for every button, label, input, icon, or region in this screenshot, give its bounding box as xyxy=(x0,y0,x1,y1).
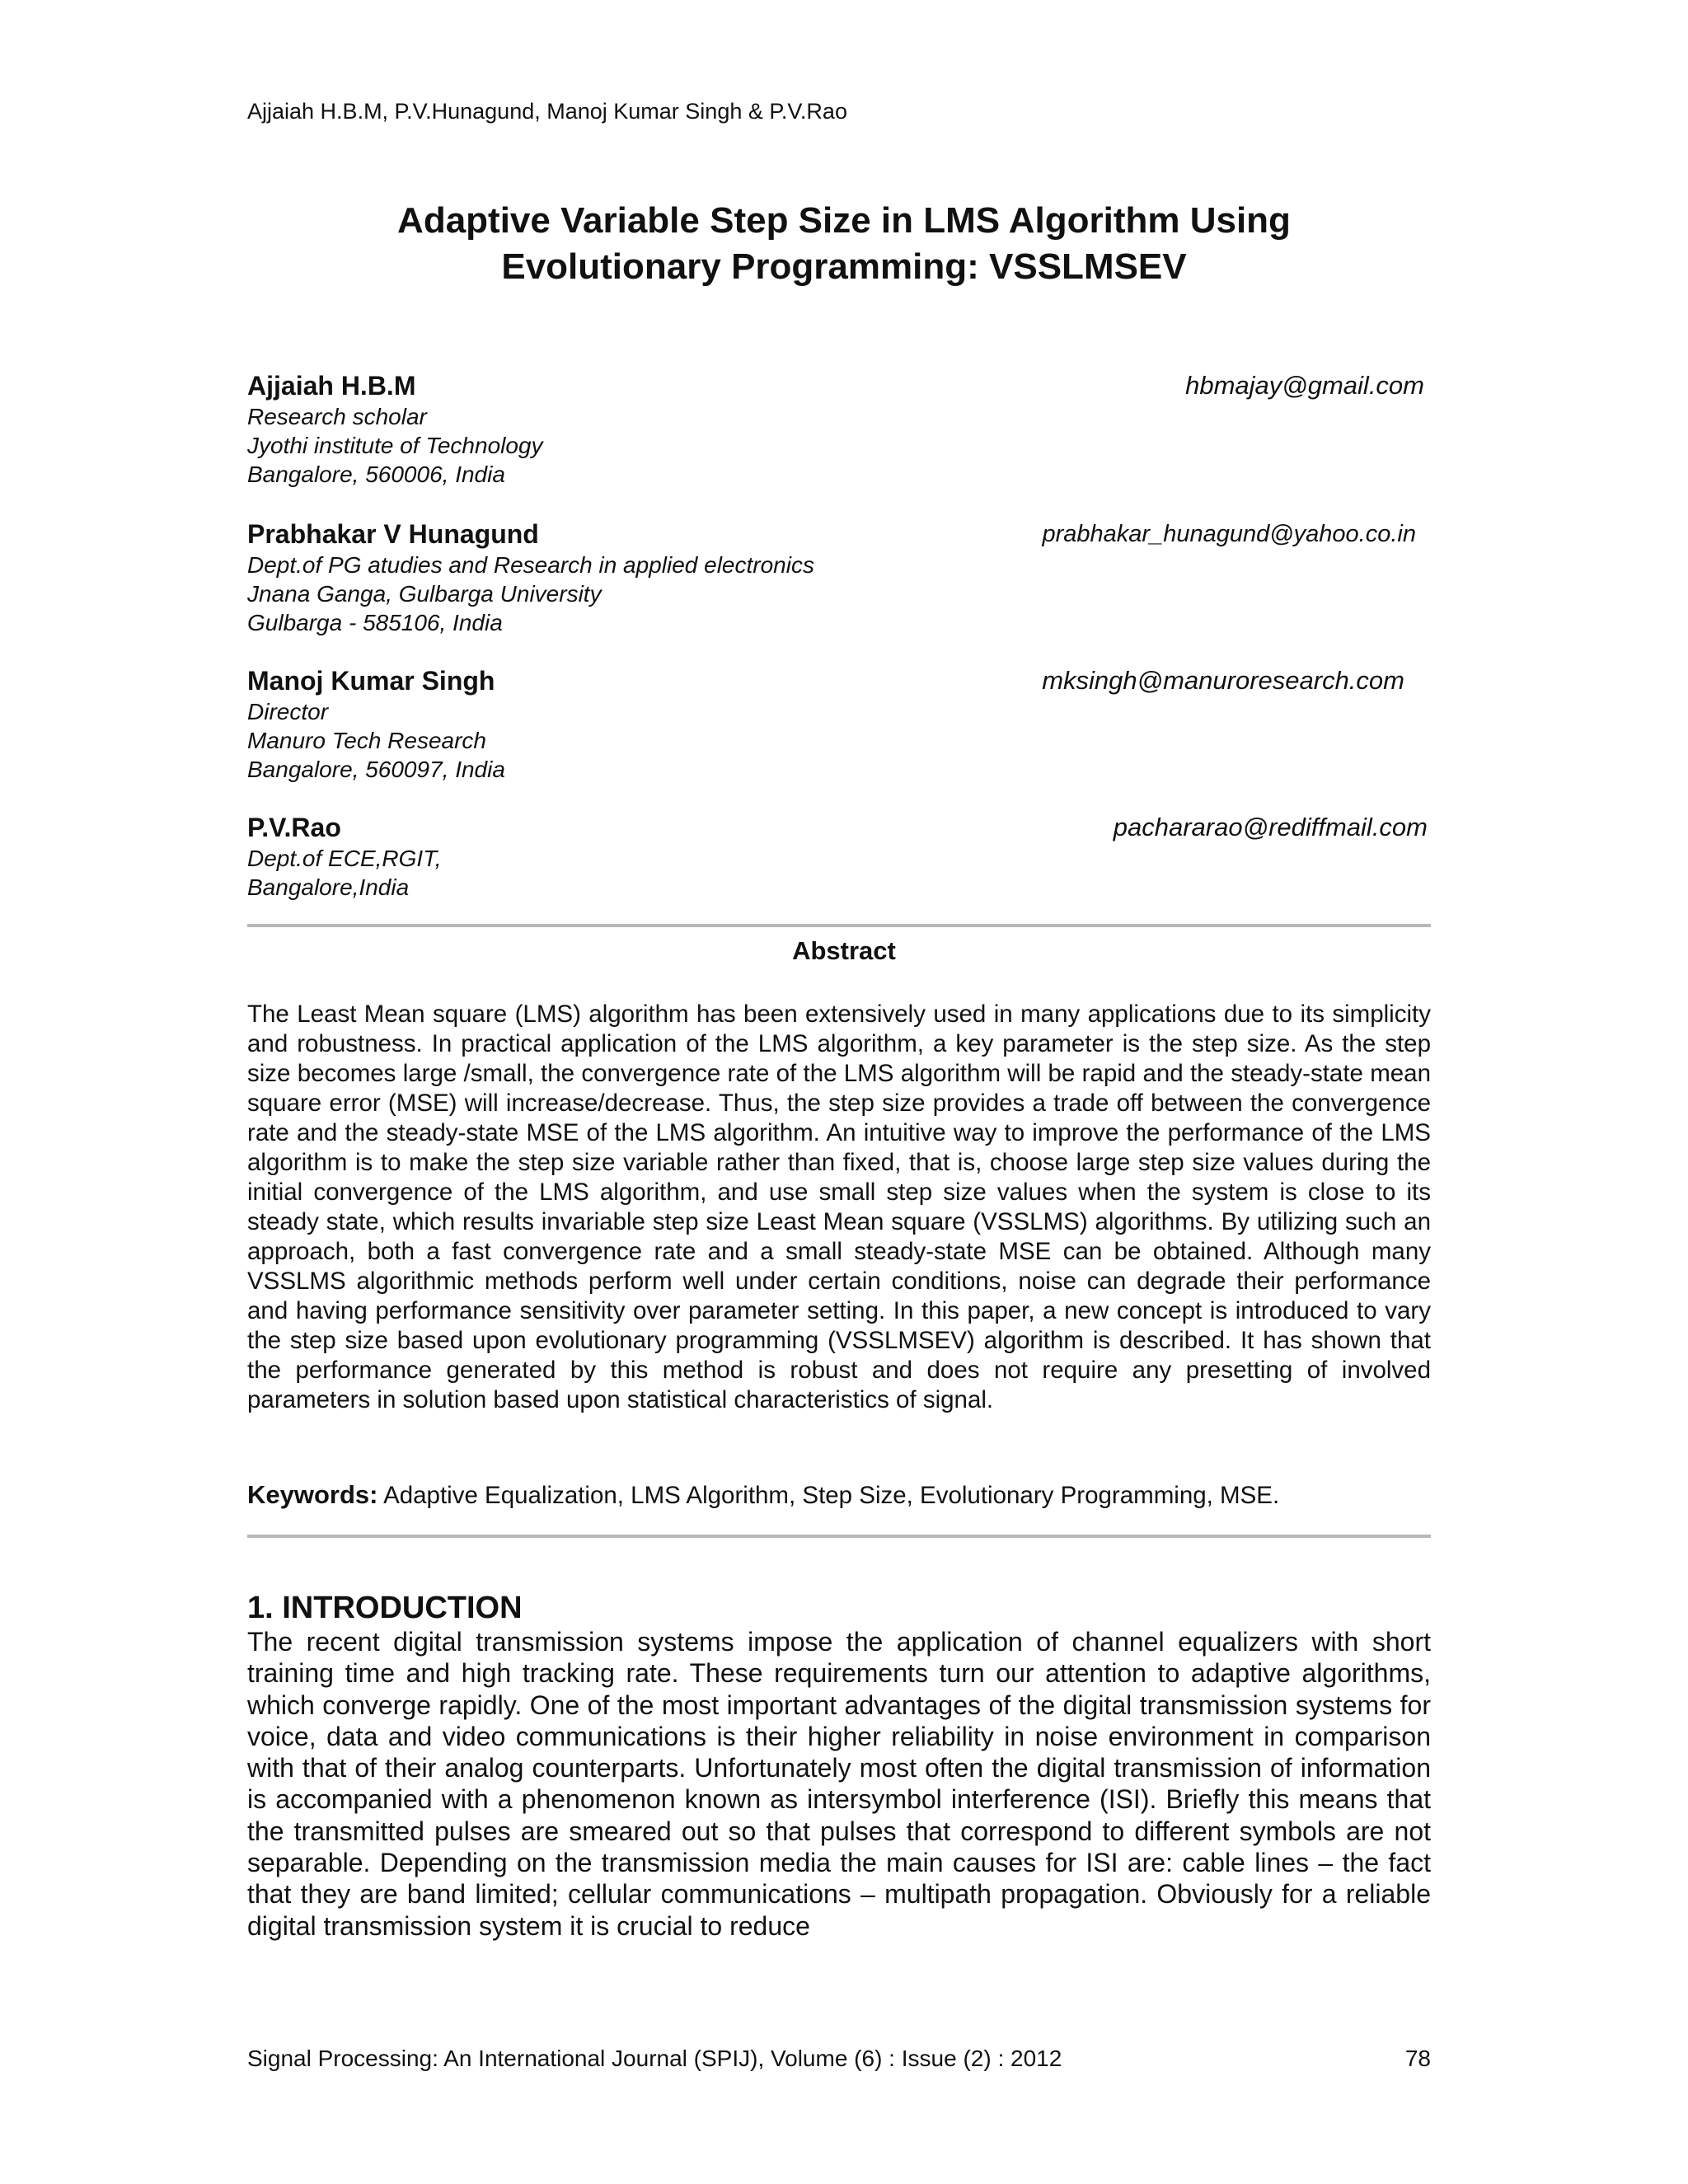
divider-rule-top xyxy=(247,924,1431,927)
author-name: Prabhakar V Hunagund xyxy=(247,519,539,549)
author-name: Manoj Kumar Singh xyxy=(247,666,495,696)
introduction-text: The recent digital transmission systems impose the application of channel equalizers with short training time and high tracking rate. These requirements turn our attention to adaptive algorithms, which converge rapidly. One of the most important advantages of the digital transmission systems for voice, data and video communications is their higher reliability in noise environment in comparison with that of their analog counterparts. Unfortunately most often the digital transmission of information is accompanied with a phenomenon known as intersymbol interference (ISI). Briefly this means that the transmitted pulses are smeared out so that pulses that correspond to different symbols are not separable. Depending on the transmission media the main causes for ISI are: cable lines – the fact that they are band limited; cellular communications – multipath propagation. Obviously for a reliable digital transmission system it is crucial to reduce xyxy=(247,1627,1431,1941)
author-affiliation-line: Bangalore, 560097, India xyxy=(247,757,505,782)
author-name: Ajjaiah H.B.M xyxy=(247,371,416,401)
title-line-2: Evolutionary Programming: VSSLMSEV xyxy=(501,246,1187,287)
author-name: P.V.Rao xyxy=(247,813,341,842)
abstract-text: The Least Mean square (LMS) algorithm has been extensively used in many applications due to its simplicity and robustness. In practical application of the LMS algorithm, a key parameter is the step size. As the step size becomes large /small, the convergence rate of the LMS algorithm will be rapid and the steady-state mean square error (MSE) will increase/decrease. Thus, the step size provides a trade off between the convergence rate and the steady-state MSE of the LMS algorithm. An intuitive way to improve the performance of the LMS algorithm is to make the step size variable rather than fixed, that is, choose large step size values during the initial convergence of the LMS algorithm, and use small step size values when the system is close to its steady state, which results invariable step size Least Mean square (VSSLMS) algorithms. By utilizing such an approach, both a fast convergence rate and a small steady-state MSE can be obtained. Although many VSSLMS algorithmic methods perform well under certain conditions, noise can degrade their performance and having performance sensitivity over parameter setting. In this paper, a new concept is introduced to vary the step size based upon evolutionary programming (VSSLMSEV) algorithm is described. It has shown that the performance generated by this method is robust and does not require any presetting of involved parameters in solution based upon statistical characteristics of signal. xyxy=(247,1001,1431,1413)
section-heading-introduction: 1. INTRODUCTION xyxy=(247,1591,523,1625)
title-line-1: Adaptive Variable Step Size in LMS Algorithm Using xyxy=(397,200,1291,241)
page-number: 78 xyxy=(1404,2046,1431,2071)
author-block-1 xyxy=(247,369,1431,489)
running-head: Ajjaiah H.B.M, P.V.Hunagund, Manoj Kumar Singh & P.V.Rao xyxy=(247,99,847,124)
author-email[interactable]: mksingh@manuroresearch.com xyxy=(1042,666,1404,695)
author-email[interactable]: hbmajay@gmail.com xyxy=(1185,371,1424,400)
author-affiliation-line: Bangalore,India xyxy=(247,874,410,900)
abstract-heading: Abstract xyxy=(792,936,896,965)
page-footer xyxy=(247,2046,1431,2072)
keywords-line xyxy=(247,1480,1431,1511)
author-affiliation-line: Dept.of PG atudies and Research in applied electronics xyxy=(247,552,814,578)
author-affiliation-line: Research scholar xyxy=(247,404,427,429)
author-email[interactable]: pachararao@rediffmail.com xyxy=(1113,813,1428,841)
author-affiliation-line: Director xyxy=(247,699,329,724)
keywords-label: Keywords: xyxy=(247,1480,378,1509)
footer-journal-citation: Signal Processing: An International Journal (SPIJ), Volume (6) : Issue (2) : 2012 xyxy=(247,2046,1062,2071)
author-block-4 xyxy=(247,811,1431,902)
author-block-3 xyxy=(247,664,1431,784)
paper-title xyxy=(0,198,1688,290)
author-affiliation-line: Gulbarga - 585106, India xyxy=(247,610,503,635)
keywords-list: Adaptive Equalization, LMS Algorithm, Step Size, Evolutionary Programming, MSE. xyxy=(383,1482,1280,1509)
divider-rule-bottom xyxy=(247,1535,1431,1538)
author-affiliation-line: Bangalore, 560006, India xyxy=(247,462,505,487)
author-email[interactable]: prabhakar_hunagund@yahoo.co.in xyxy=(1042,521,1416,547)
author-affiliation-line: Dept.of ECE,RGIT, xyxy=(247,846,442,871)
author-affiliation-line: Manuro Tech Research xyxy=(247,728,487,753)
author-block-2 xyxy=(247,518,1431,637)
author-affiliation-line: Jnana Ganga, Gulbarga University xyxy=(247,581,602,607)
author-affiliation-line: Jyothi institute of Technology xyxy=(247,433,543,458)
